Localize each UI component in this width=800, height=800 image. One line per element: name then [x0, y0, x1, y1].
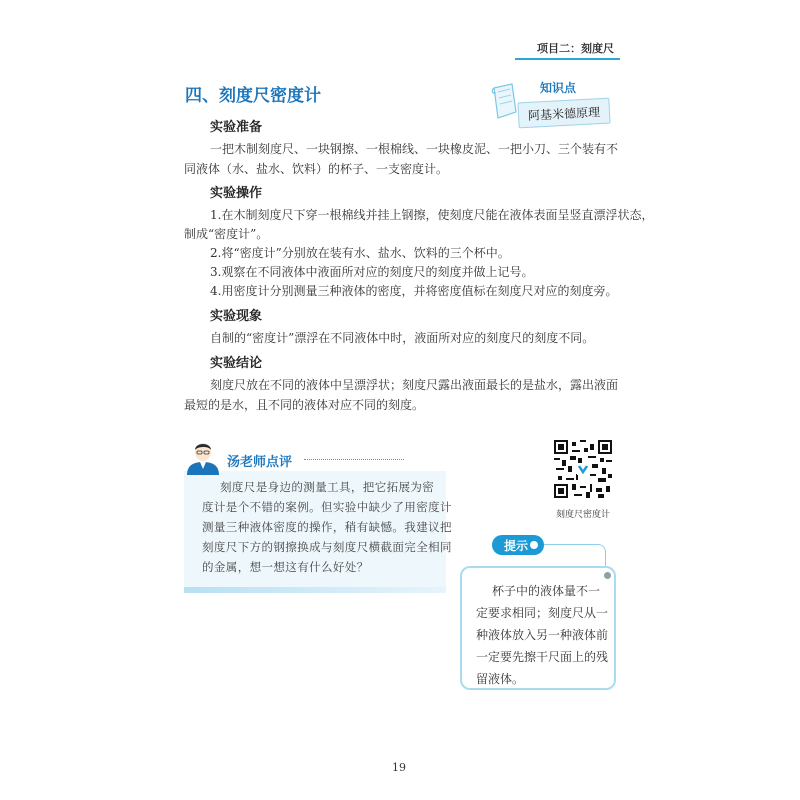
hint-dot: [530, 541, 538, 549]
qr-caption: 刻度尺密度计: [556, 510, 611, 520]
hint-box: [460, 566, 616, 690]
teacher-comment-bar: [184, 587, 446, 593]
knowledge-point-label: 知识点: [540, 81, 577, 95]
qr-code[interactable]: [554, 440, 612, 498]
preparation-heading: 实验准备: [210, 120, 263, 135]
operation-heading: 实验操作: [210, 186, 263, 201]
page-number: 19: [392, 761, 406, 774]
teacher-avatar-icon: [184, 437, 222, 475]
operation-line: 2.将“密度计”分别放在装有水、盐水、饮料的三个杯中。: [210, 246, 510, 260]
preparation-line: 一把木制刻度尺、一块钢擦、一根棉线、一块橡皮泥、一把小刀、三个装有不: [210, 142, 619, 156]
knowledge-point-badge: [490, 74, 618, 132]
teacher-comment: [184, 437, 452, 595]
conclusion-line: 刻度尺放在不同的液体中呈漂浮状；刻度尺露出液面最长的是盐水，露出液面: [210, 378, 619, 392]
conclusion-heading: 实验结论: [210, 356, 263, 371]
preparation-line: 同液体（水、盐水、饮料）的杯子、一支密度计。: [184, 162, 449, 176]
header-rule: [515, 58, 620, 60]
teacher-comment-box: [184, 471, 452, 589]
scroll-icon: [490, 82, 520, 122]
phenomenon-line: 自制的“密度计”漂浮在不同液体中时，液面所对应的刻度尺的刻度不同。: [210, 331, 595, 345]
operation-line: 4.用密度计分别测量三种液体的密度，并将密度值标在刻度尺对应的刻度旁。: [210, 284, 618, 298]
hint-pin: [604, 572, 611, 579]
hint-label: 提示: [504, 539, 529, 553]
teacher-comment-line: 度计是个不错的案例。但实验中缺少了用密度计: [202, 500, 452, 514]
teacher-comment-line: 刻度尺下方的钢擦换成与刻度尺横截面完全相同: [202, 540, 452, 554]
conclusion-line: 最短的是水，且不同的液体对应不同的刻度。: [184, 398, 425, 412]
hint-line: 种液体放入另一种液体前: [476, 628, 609, 642]
teacher-comment-line: 刻度尺是身边的测量工具，把它拓展为密: [220, 480, 435, 494]
operation-line: 3.观察在不同液体中液面所对应的刻度尺的刻度并做上记号。: [210, 265, 534, 279]
teacher-comment-line: 的金属，想一想这有什么好处？: [202, 560, 369, 574]
hint-badge: [492, 535, 544, 555]
section-title: 四、刻度尺密度计: [185, 86, 321, 106]
teacher-comment-line: 测量三种液体密度的操作，稍有缺憾。我建议把: [202, 520, 452, 534]
hint-line: 留液体。: [476, 672, 525, 686]
phenomenon-heading: 实验现象: [210, 309, 263, 324]
hint-line: 杯子中的液体量不一: [492, 584, 601, 598]
teacher-comment-title: 汤老师点评: [227, 455, 293, 470]
knowledge-point-box: [517, 98, 610, 129]
hint-line: 一定要先擦干尺面上的残: [476, 650, 609, 664]
operation-line: 制成“密度计”。: [184, 227, 269, 241]
teacher-comment-divider: [304, 459, 404, 460]
running-header-title: 项目二：刻度尺: [537, 42, 614, 55]
hint-line: 定要求相同；刻度尺从一: [476, 606, 609, 620]
running-header: [515, 38, 620, 60]
operation-line: 1.在木制刻度尺下穿一根棉线并挂上钢擦，使刻度尺能在液体表面呈竖直漂浮状态，: [210, 208, 654, 222]
knowledge-point-topic: 阿基米德原理: [527, 105, 601, 123]
